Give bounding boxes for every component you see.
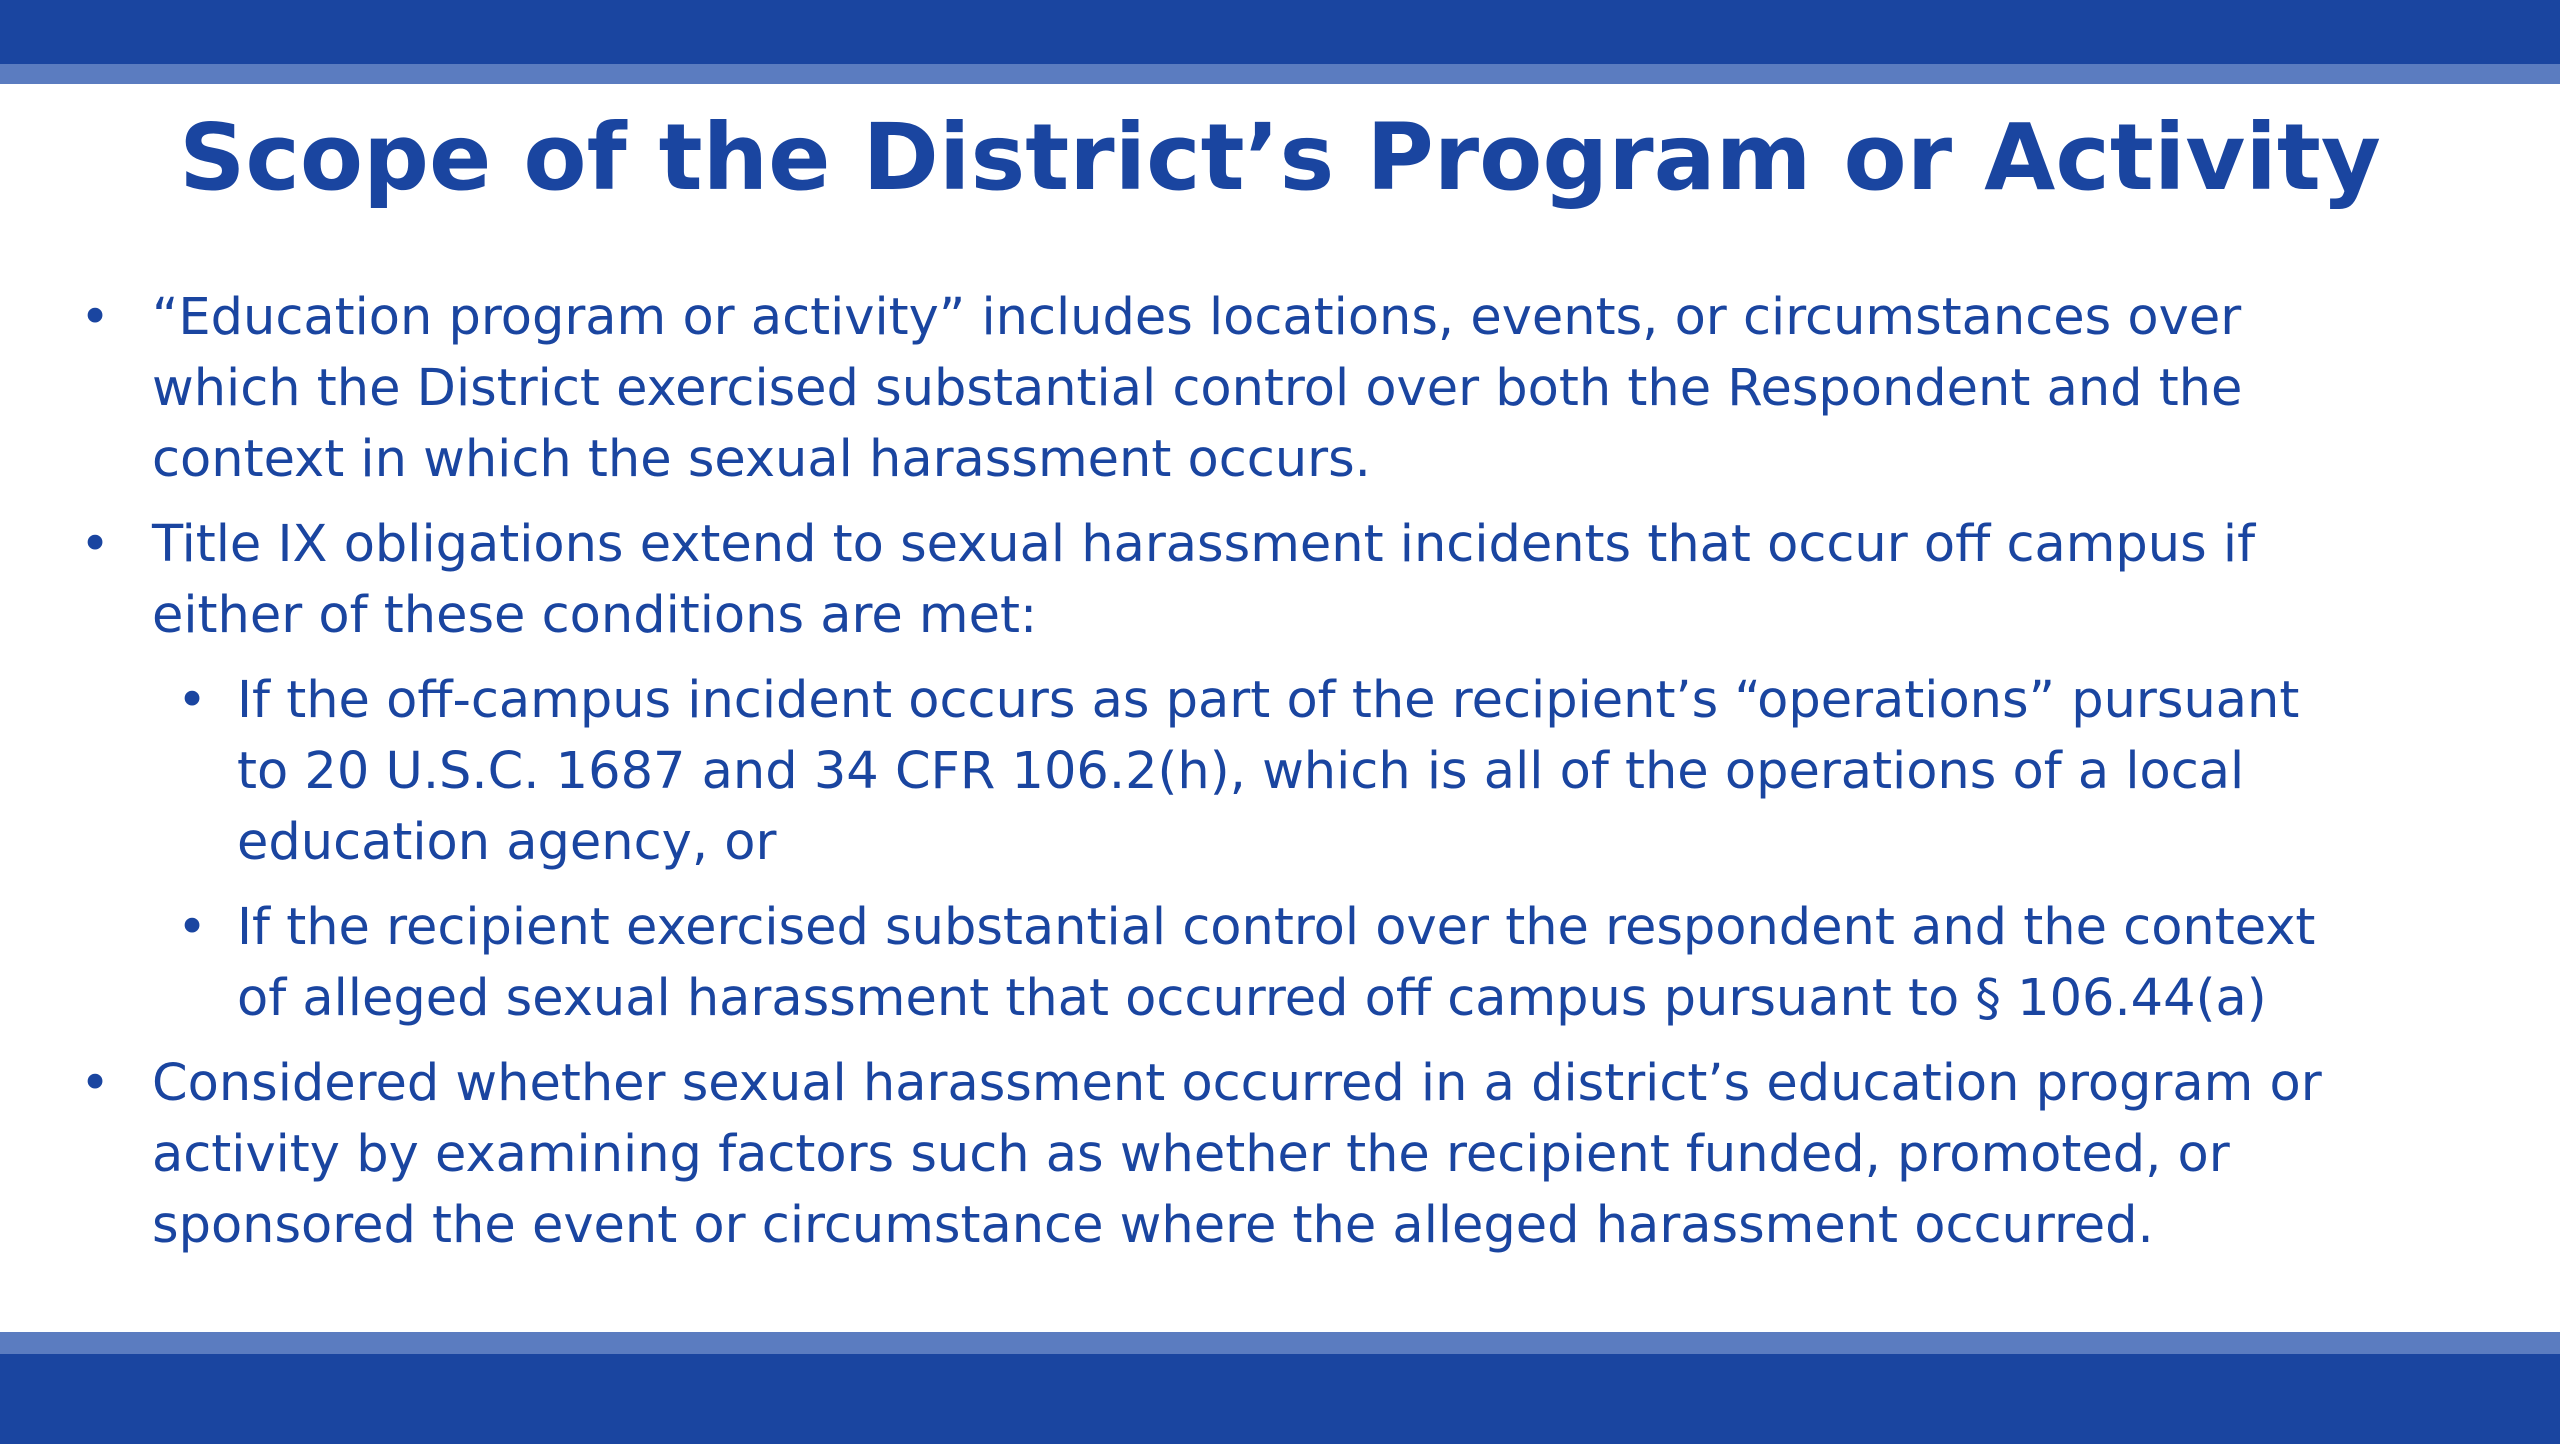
bottom-band-dark <box>0 1354 2560 1444</box>
sub-bullet-line: of alleged sexual harassment that occurred off campus pursuant to § 106.44(a) <box>237 969 2267 1028</box>
bullet-line: context in which the sexual harassment occurs. <box>152 430 1371 489</box>
bottom-band-light <box>0 1332 2560 1354</box>
bullet-marker: • <box>80 515 111 574</box>
bullet-marker: • <box>80 1054 111 1113</box>
sub-bullet-item-1 <box>0 665 2560 878</box>
sub-bullet-line: If the recipient exercised substantial control over the respondent and the context <box>237 898 2316 957</box>
bullet-line: activity by examining factors such as whether the recipient funded, promoted, or <box>152 1125 2230 1184</box>
sub-bullet-line: to 20 U.S.C. 1687 and 34 CFR 106.2(h), which is all of the operations of a local <box>237 742 2245 801</box>
bullet-line: which the District exercised substantial control over both the Respondent and the <box>152 359 2243 418</box>
bullet-list <box>0 282 2560 1275</box>
bullet-line: either of these conditions are met: <box>152 586 1038 645</box>
bullet-line: “Education program or activity” includes locations, events, or circumstances over <box>152 288 2242 347</box>
sub-bullet-line: education agency, or <box>237 813 777 872</box>
bullet-marker: • <box>80 288 111 347</box>
bullet-item-2 <box>0 509 2560 651</box>
bullet-item-1 <box>0 282 2560 495</box>
bullet-item-3 <box>0 1048 2560 1261</box>
sub-bullet-marker: • <box>177 671 208 730</box>
bullet-line: Considered whether sexual harassment occurred in a district’s education program or <box>152 1054 2322 1113</box>
sub-bullet-line: If the off-campus incident occurs as part of the recipient’s “operations” pursuant <box>237 671 2300 730</box>
bullet-line: Title IX obligations extend to sexual harassment incidents that occur off campus if <box>152 515 2256 574</box>
sub-bullet-item-2 <box>0 892 2560 1034</box>
top-band-light <box>0 64 2560 84</box>
slide-title: Scope of the District’s Program or Activity <box>179 104 2381 211</box>
bullet-line: sponsored the event or circumstance where the alleged harassment occurred. <box>152 1196 2154 1255</box>
top-band-dark <box>0 0 2560 64</box>
sub-bullet-marker: • <box>177 898 208 957</box>
